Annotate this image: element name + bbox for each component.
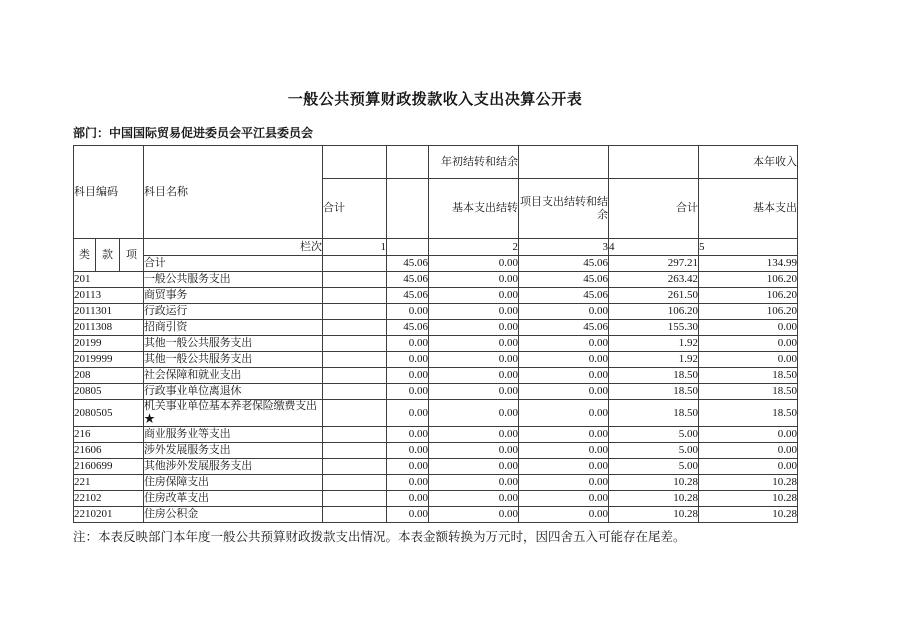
value-cell: 0.00: [387, 352, 429, 368]
header-income-total: 合计: [609, 179, 699, 239]
value-cell: 0.00: [519, 507, 609, 523]
header-subject-name: 科目名称: [144, 146, 323, 239]
column-number: 4: [609, 239, 699, 256]
table-row: [74, 320, 798, 336]
value-cell: 10.28: [609, 475, 699, 491]
code-cell: 2019999: [74, 352, 144, 368]
value-cell: 1.92: [609, 352, 699, 368]
value-cell: 0.00: [387, 304, 429, 320]
header-row-top: [74, 146, 798, 179]
value-cell: 0.00: [519, 304, 609, 320]
value-cell: 0.00: [429, 427, 519, 443]
empty-cell: [323, 443, 387, 459]
value-cell: 1.92: [609, 336, 699, 352]
header-income-basic: 基本支出: [699, 179, 798, 239]
value-cell: 0.00: [387, 443, 429, 459]
code-cell: 21606: [74, 443, 144, 459]
empty-cell: [323, 320, 387, 336]
value-cell: 0.00: [429, 491, 519, 507]
code-cell: 2011301: [74, 304, 144, 320]
header-column-index-label: 栏次: [144, 239, 323, 256]
empty-cell: [323, 288, 387, 304]
value-cell: 5.00: [609, 459, 699, 475]
empty-cell: [609, 146, 699, 179]
value-cell: 45.06: [387, 288, 429, 304]
empty-cell: [387, 239, 429, 256]
code-cell: 22102: [74, 491, 144, 507]
value-cell: 45.06: [387, 272, 429, 288]
empty-cell: [323, 256, 387, 272]
value-cell: 18.50: [699, 400, 798, 427]
header-income-group: 本年收入: [699, 146, 798, 179]
name-cell: 招商引资: [144, 320, 323, 336]
empty-cell: [519, 146, 609, 179]
value-cell: 0.00: [429, 384, 519, 400]
name-cell: 其他涉外发展服务支出: [144, 459, 323, 475]
value-cell: 0.00: [387, 384, 429, 400]
value-cell: 0.00: [429, 272, 519, 288]
table-row: [74, 459, 798, 475]
value-cell: 0.00: [519, 352, 609, 368]
code-cell: 20113: [74, 288, 144, 304]
total-row: [74, 256, 798, 272]
empty-cell: [323, 272, 387, 288]
value-cell: 0.00: [429, 304, 519, 320]
table-row: [74, 336, 798, 352]
name-cell: 涉外发展服务支出: [144, 443, 323, 459]
value-cell: 45.06: [519, 272, 609, 288]
value-cell: 0.00: [519, 427, 609, 443]
table-row: [74, 400, 798, 427]
name-cell: 其他一般公共服务支出: [144, 336, 323, 352]
name-cell: 一般公共服务支出: [144, 272, 323, 288]
table-row: [74, 384, 798, 400]
value-cell: 106.20: [699, 288, 798, 304]
value-cell: 106.20: [609, 304, 699, 320]
name-cell: 住房保障支出: [144, 475, 323, 491]
code-cell: 208: [74, 368, 144, 384]
value-cell: 0.00: [387, 491, 429, 507]
table-row: [74, 507, 798, 523]
empty-cell: [323, 491, 387, 507]
column-number: 5: [699, 239, 798, 256]
value-cell: 0.00: [429, 352, 519, 368]
empty-cell: [323, 507, 387, 523]
department-label: 部门：中国国际贸易促进委员会平江县委员会: [73, 126, 314, 140]
value-cell: 18.50: [609, 400, 699, 427]
value-cell: 0.00: [519, 491, 609, 507]
value-cell: 0.00: [519, 384, 609, 400]
value-cell: 18.50: [699, 384, 798, 400]
value-cell: 0.00: [429, 443, 519, 459]
header-project-carryover: 项目支出结转和结余: [519, 179, 609, 239]
name-cell: 行政运行: [144, 304, 323, 320]
table-row: [74, 352, 798, 368]
empty-cell: [323, 352, 387, 368]
value-cell: 261.50: [609, 288, 699, 304]
empty-cell: [323, 336, 387, 352]
table-row: [74, 288, 798, 304]
value-cell: 263.42: [609, 272, 699, 288]
value-cell: 0.00: [387, 475, 429, 491]
footnote: 注：本表反映部门本年度一般公共预算财政拨款支出情况。本表金额转换为万元时，因四舍五入可能存在尾差。: [73, 530, 686, 544]
value-cell: 0.00: [519, 336, 609, 352]
value-cell: 0.00: [699, 443, 798, 459]
value-cell: 0.00: [429, 288, 519, 304]
column-index-row: [74, 239, 798, 256]
code-cell: 201: [74, 272, 144, 288]
empty-cell: [323, 368, 387, 384]
value-cell: 0.00: [519, 459, 609, 475]
value-cell: 0.00: [519, 368, 609, 384]
value-cell: 0.00: [519, 400, 609, 427]
value-cell: 10.28: [699, 507, 798, 523]
value-cell: 0.00: [429, 400, 519, 427]
header-subject-code: 科目编码: [74, 146, 144, 239]
header-class: 类: [74, 239, 96, 272]
budget-table: [73, 145, 798, 523]
value-cell: 0.00: [429, 475, 519, 491]
code-cell: 2011308: [74, 320, 144, 336]
value-cell: 0.00: [699, 427, 798, 443]
table-row: [74, 427, 798, 443]
value-cell: 18.50: [609, 384, 699, 400]
value-cell: 10.28: [699, 475, 798, 491]
value-cell: 5.00: [609, 443, 699, 459]
code-cell: 2080505: [74, 400, 144, 427]
name-cell: 商贸事务: [144, 288, 323, 304]
value-cell: 0.00: [387, 336, 429, 352]
value-cell: 106.20: [699, 272, 798, 288]
value-cell: 0.00: [387, 368, 429, 384]
name-cell: 社会保障和就业支出: [144, 368, 323, 384]
value-cell: 0.00: [699, 459, 798, 475]
value-cell: 0.00: [429, 507, 519, 523]
value-cell: 134.99: [699, 256, 798, 272]
code-cell: 2210201: [74, 507, 144, 523]
code-cell: 20805: [74, 384, 144, 400]
value-cell: 0.00: [699, 336, 798, 352]
name-cell: 机关事业单位基本养老保险缴费支出★: [144, 400, 323, 427]
page-title: 一般公共预算财政拨款收入支出决算公开表: [287, 92, 583, 108]
value-cell: 0.00: [429, 368, 519, 384]
name-cell: 其他一般公共服务支出: [144, 352, 323, 368]
table-row: [74, 272, 798, 288]
header-section: 款: [96, 239, 120, 272]
value-cell: 45.06: [519, 288, 609, 304]
name-cell: 行政事业单位离退休: [144, 384, 323, 400]
value-cell: 155.30: [609, 320, 699, 336]
value-cell: 0.00: [429, 336, 519, 352]
code-cell: 216: [74, 427, 144, 443]
value-cell: 45.06: [519, 320, 609, 336]
value-cell: 45.06: [519, 256, 609, 272]
column-number: 1: [323, 239, 387, 256]
value-cell: 18.50: [699, 368, 798, 384]
empty-cell: [323, 459, 387, 475]
empty-cell: [323, 146, 387, 179]
value-cell: 297.21: [609, 256, 699, 272]
empty-cell: [323, 427, 387, 443]
empty-cell: [323, 475, 387, 491]
value-cell: 10.28: [609, 491, 699, 507]
value-cell: 106.20: [699, 304, 798, 320]
empty-cell: [387, 146, 429, 179]
value-cell: 18.50: [609, 368, 699, 384]
table-row: [74, 443, 798, 459]
value-cell: 0.00: [519, 475, 609, 491]
table-row: [74, 491, 798, 507]
value-cell: 0.00: [699, 352, 798, 368]
name-cell: 住房改革支出: [144, 491, 323, 507]
value-cell: 0.00: [429, 256, 519, 272]
header-total: 合计: [323, 179, 387, 239]
table-row: [74, 475, 798, 491]
value-cell: 0.00: [429, 320, 519, 336]
empty-cell: [323, 400, 387, 427]
empty-cell: [323, 384, 387, 400]
value-cell: 0.00: [519, 443, 609, 459]
table-row: [74, 368, 798, 384]
empty-cell: [323, 304, 387, 320]
name-cell: 住房公积金: [144, 507, 323, 523]
value-cell: 0.00: [699, 320, 798, 336]
header-item: 项: [120, 239, 144, 272]
value-cell: 10.28: [609, 507, 699, 523]
value-cell: 0.00: [387, 400, 429, 427]
name-cell: 商业服务业等支出: [144, 427, 323, 443]
value-cell: 45.06: [387, 320, 429, 336]
value-cell: 0.00: [429, 459, 519, 475]
name-cell: 合计: [144, 256, 323, 272]
header-basic-carryover: 基本支出结转: [429, 179, 519, 239]
column-number: 2: [429, 239, 519, 256]
value-cell: 0.00: [387, 427, 429, 443]
value-cell: 10.28: [699, 491, 798, 507]
code-cell: 2160699: [74, 459, 144, 475]
column-number: 3: [519, 239, 609, 256]
code-cell: 20199: [74, 336, 144, 352]
value-cell: 0.00: [387, 507, 429, 523]
value-cell: 45.06: [387, 256, 429, 272]
header-carryover-group: 年初结转和结余: [429, 146, 519, 179]
table-row: [74, 304, 798, 320]
empty-cell: [387, 179, 429, 239]
value-cell: 5.00: [609, 427, 699, 443]
value-cell: 0.00: [387, 459, 429, 475]
code-cell: 221: [74, 475, 144, 491]
